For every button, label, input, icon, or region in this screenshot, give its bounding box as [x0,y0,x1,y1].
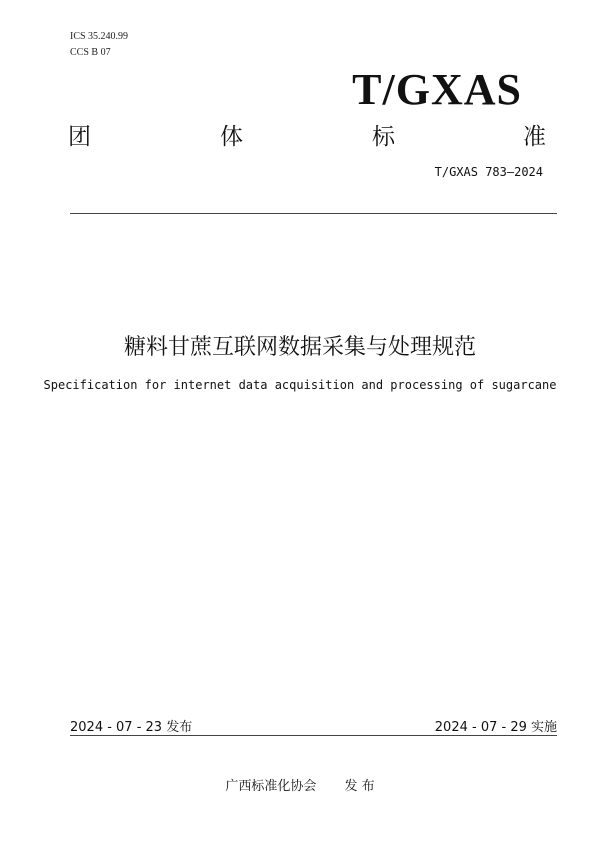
doc-type-char-4: 准 [523,124,546,150]
brand-logo: T/GXAS [352,65,522,114]
issuer-line [0,775,600,794]
bottom-divider [70,735,557,736]
doc-type-char-2: 体 [220,124,243,150]
top-divider [70,213,557,214]
doc-type-char-3: 标 [372,124,395,150]
doc-type-char-1: 团 [68,124,91,150]
issuer-name: 广西标准化协会 [225,779,317,794]
standard-code: T/GXAS 783—2024 [434,165,543,179]
issue-action: 发 布 [344,779,375,794]
implement-date: 2024 - 07 - 29 实施 [434,720,557,735]
ics-code: ICS 35.240.99 [70,31,129,42]
ccs-code: CCS B 07 [70,47,111,58]
title-english: Specification for internet data acquisition and processing of sugarcane [43,378,557,392]
publish-date: 2024 - 07 - 23 发布 [70,720,193,735]
title-chinese: 糖料甘蔗互联网数据采集与处理规范 [123,335,476,360]
